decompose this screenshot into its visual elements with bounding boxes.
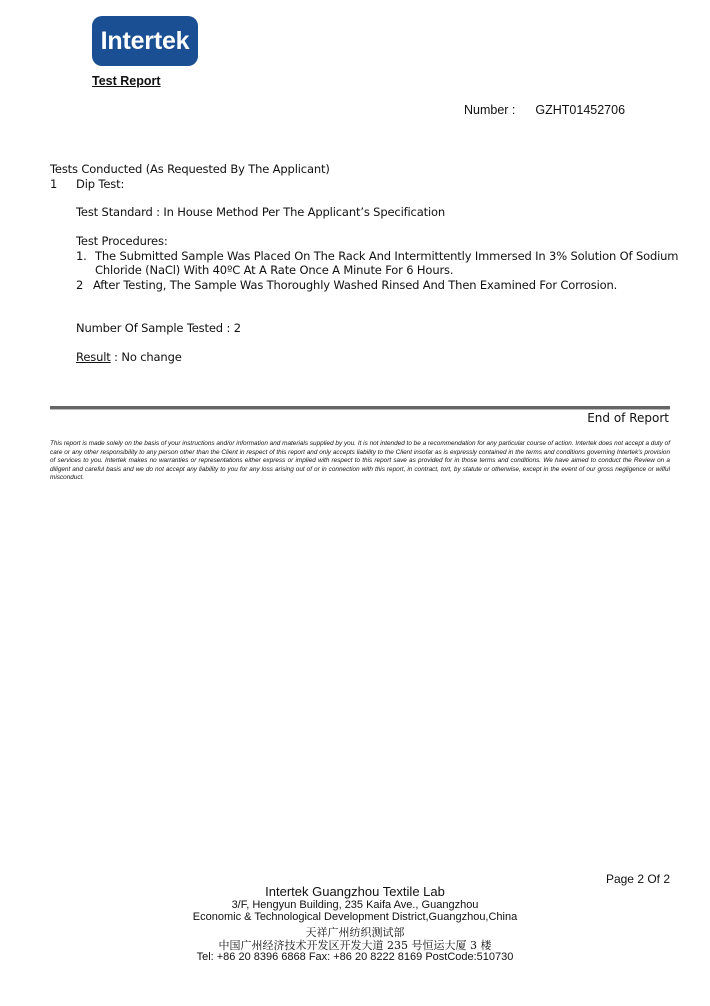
procedure-2-text: After Testing, The Sample Was Thoroughly Washed Rinsed And Then Examined For Corrosion. xyxy=(93,278,618,292)
footer-lab-name: Intertek Guangzhou Textile Lab xyxy=(265,884,445,899)
tests-heading: Tests Conducted (As Requested By The Applicant) xyxy=(50,162,330,176)
footer-address-1: 3/F, Hengyun Building, 235 Kaifa Ave., Guangzhou xyxy=(231,899,479,911)
test-standard: Test Standard : In House Method Per The Applicant’s Specification xyxy=(76,205,446,219)
footer-address-2: Economic & Technological Development District,Guangzhou,China xyxy=(192,911,518,923)
procedure-1-line-1: The Submitted Sample Was Placed On The Rack And Intermittently Immersed In 3% Solution Of Sodium xyxy=(95,249,679,263)
intertek-logo: Intertek xyxy=(92,16,198,66)
page-number: Page 2 Of 2 xyxy=(605,872,670,886)
test-item-number: 1 xyxy=(50,177,58,191)
procedures-heading: Test Procedures: xyxy=(76,234,168,248)
result-label: Result xyxy=(76,350,111,364)
footer-chinese-name: 天祥广州纺织测试部 xyxy=(305,926,405,939)
footer-chinese-address: 中国广州经济技术开发区开发大道 235 号恒运大厦 3 楼 xyxy=(218,939,492,952)
report-title: Test Report xyxy=(92,74,161,88)
number-label: Number : xyxy=(464,103,516,117)
procedure-2-number: 2 xyxy=(76,278,84,292)
result-line xyxy=(76,350,182,365)
number-value: GZHT01452706 xyxy=(535,103,626,117)
procedure-1-line-2: Chloride (NaCl) With 40ºC At A Rate Once A Minute For 6 Hours. xyxy=(95,263,454,277)
section-divider xyxy=(50,406,670,410)
sample-count: Number Of Sample Tested : 2 xyxy=(76,321,241,335)
result-value: : No change xyxy=(110,350,182,364)
footer-contact: Tel: +86 20 8396 6868 Fax: +86 20 8222 8169 PostCode:510730 xyxy=(196,951,514,963)
disclaimer: This report is made solely on the basis of your instructions and/or information and materials supplied by you. It is not intended to be a recommendation for any particular course of action. Intertek does not accept a duty of care or any other responsibility to any person other than the Client in respect of this report and only accepts liability to the Client insofar as is expressly contained in the terms and conditions governing Intertek's provision of services to you. Intertek makes no warranties or representations either express or implied with respect to this report save as provided for in those terms and conditions. We have aimed to conduct the Review on a diligent and careful basis and we do not accept any liability to you for any loss arising out of or in connection with this report, in contract, tort, by statute or otherwise, except in the event of our gross negligence or wilful misconduct. xyxy=(50,440,670,482)
end-of-report: End of Report xyxy=(587,411,669,425)
procedure-1-number: 1. xyxy=(76,249,87,263)
report-number xyxy=(464,103,625,117)
test-item-title: Dip Test: xyxy=(76,177,125,191)
